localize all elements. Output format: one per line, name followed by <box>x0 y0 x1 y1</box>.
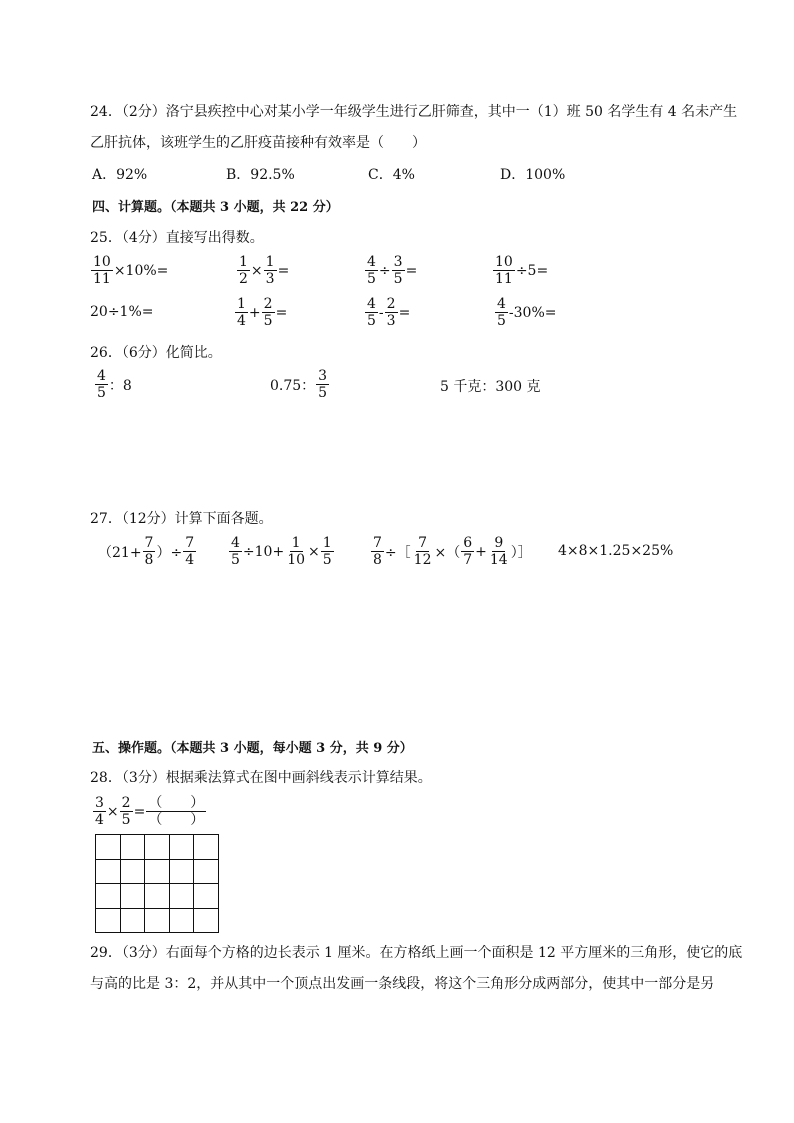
q27-expr-4: 4×8×1.25×25% <box>558 543 674 559</box>
fraction: $\frac{1}{4}$ <box>237 296 246 329</box>
q24-option-b: B．92.5% <box>226 167 295 183</box>
q26-title: 26．（6分）化简比。 <box>90 345 222 361</box>
q25-title: 25．（4分）直接写出得数。 <box>90 230 264 246</box>
grid-cell[interactable] <box>145 884 170 909</box>
fraction: $\frac{2}{3}$ <box>386 296 396 329</box>
q25-expr-6: $\frac{1}{4}$ + $\frac{2}{5}$ = <box>237 296 288 329</box>
fraction: $\frac{2}{5}$ <box>121 795 131 828</box>
grid-cell[interactable] <box>96 884 121 909</box>
grid-cell[interactable] <box>96 908 121 933</box>
grid-row <box>96 908 219 933</box>
answer-blank-fraction[interactable]: $\frac{( )}{( )}$ <box>148 795 205 828</box>
section-4-heading: 四、计算题。（本题共 3 小题，共 22 分） <box>92 200 339 215</box>
grid-cell[interactable] <box>194 835 219 860</box>
q25-expr-5: 20÷1%= <box>90 304 154 320</box>
fraction: $\frac{4}{5}$ <box>497 296 506 329</box>
q25-expr-7: $\frac{4}{5}$ - $\frac{2}{3}$ = <box>367 296 411 329</box>
grid-cell[interactable] <box>145 859 170 884</box>
q24-option-d: D．100% <box>500 167 566 183</box>
q24-option-a: A．92% <box>92 167 148 183</box>
fraction: $\frac{2}{5}$ <box>263 296 273 329</box>
grid-cell[interactable] <box>194 884 219 909</box>
fraction: $\frac{3}{5}$ <box>318 368 328 401</box>
grid-cell[interactable] <box>169 859 194 884</box>
fraction: $\frac{1}{2}$ <box>239 254 248 287</box>
section-5-heading: 五、操作题。（本题共 3 小题，每小题 3 分，共 9 分） <box>92 741 413 756</box>
q25-expr-3: $\frac{4}{5}$ ÷ $\frac{3}{5}$ = <box>367 254 418 287</box>
q24-line1: 24．（2分）洛宁县疾控中心对某小学一年级学生进行乙肝筛查，其中一（1）班 50 名学生有 4 名未产生 <box>90 104 738 120</box>
q28-formula: $\frac{3}{4}$ × $\frac{2}{5}$ = $\frac{( )}{( )}$ <box>95 795 205 828</box>
fraction: $\frac{6}{7}$ <box>463 535 473 568</box>
fraction: $\frac{7}{4}$ <box>185 535 195 568</box>
fraction: $\frac{1}{3}$ <box>265 254 275 287</box>
q24-line2: 乙肝抗体，该班学生的乙肝疫苗接种有效率是（ ） <box>90 135 426 151</box>
q25-expr-8: $\frac{4}{5}$ -30%= <box>497 296 557 329</box>
fraction: $\frac{9}{14}$ <box>489 535 508 568</box>
grid-cell[interactable] <box>194 908 219 933</box>
grid-cell[interactable] <box>169 835 194 860</box>
q25-expr-2: $\frac{1}{2}$ × $\frac{1}{3}$ = <box>239 254 290 287</box>
q24-option-c: C．4% <box>368 167 415 183</box>
q28-grid[interactable] <box>95 834 219 933</box>
grid-cell[interactable] <box>120 835 145 860</box>
fraction: $\frac{4}{5}$ <box>97 368 106 401</box>
q25-expr-1: $\frac{10}{11}$ ×10%= <box>93 254 169 287</box>
q29-line1: 29．（3分）右面每个方格的边长表示 1 厘米。在方格纸上画一个面积是 12 平方厘米的三角形，使它的底 <box>90 945 743 961</box>
q27-expr-1: （21+ $\frac{7}{8}$ ）÷ $\frac{7}{4}$ <box>98 535 195 568</box>
grid-cell[interactable] <box>120 884 145 909</box>
grid-cell[interactable] <box>120 908 145 933</box>
grid-cell[interactable] <box>169 908 194 933</box>
grid-row <box>96 884 219 909</box>
q27-expr-3: $\frac{7}{8}$ ÷［ $\frac{7}{12}$ ×（ $\frac{6}{7}$ + $\frac{9}{14}$ ）］ <box>373 535 532 568</box>
fraction: $\frac{1}{10}$ <box>287 535 306 568</box>
fraction: $\frac{4}{5}$ <box>367 254 376 287</box>
fraction: $\frac{7}{8}$ <box>144 535 154 568</box>
fraction: $\frac{3}{4}$ <box>95 795 104 828</box>
q27-expr-2: $\frac{4}{5}$ ÷10+ $\frac{1}{10}$ × $\frac{1}{5}$ <box>231 535 332 568</box>
grid-cell[interactable] <box>194 859 219 884</box>
q28-title: 28．（3分）根据乘法算式在图中画斜线表示计算结果。 <box>90 770 432 786</box>
grid-cell[interactable] <box>120 859 145 884</box>
grid-cell[interactable] <box>96 859 121 884</box>
fraction: $\frac{1}{5}$ <box>322 535 332 568</box>
q25-expr-4: $\frac{10}{11}$ ÷5= <box>495 254 549 287</box>
grid-row <box>96 859 219 884</box>
fraction: $\frac{10}{11}$ <box>495 254 513 287</box>
q26-expr-1: $\frac{4}{5}$ ：8 <box>97 368 132 401</box>
q26-expr-3: 5 千克：300 克 <box>440 379 541 395</box>
fraction: $\frac{3}{5}$ <box>393 254 403 287</box>
fraction: $\frac{4}{5}$ <box>231 535 240 568</box>
q26-expr-2: 0.75： $\frac{3}{5}$ <box>270 368 328 401</box>
grid-cell[interactable] <box>96 835 121 860</box>
q27-title: 27．（12分）计算下面各题。 <box>90 511 273 527</box>
q29-line2: 与高的比是 3：2，并从其中一个顶点出发画一条线段，将这个三角形分成两部分，使其中一部分是另 <box>90 976 715 992</box>
fraction: $\frac{10}{11}$ <box>93 254 111 287</box>
grid-cell[interactable] <box>169 884 194 909</box>
fraction: $\frac{4}{5}$ <box>367 296 376 329</box>
fraction: $\frac{7}{12}$ <box>413 535 432 568</box>
grid-cell[interactable] <box>145 835 170 860</box>
fraction: $\frac{7}{8}$ <box>373 535 382 568</box>
grid-row <box>96 835 219 860</box>
grid-cell[interactable] <box>145 908 170 933</box>
